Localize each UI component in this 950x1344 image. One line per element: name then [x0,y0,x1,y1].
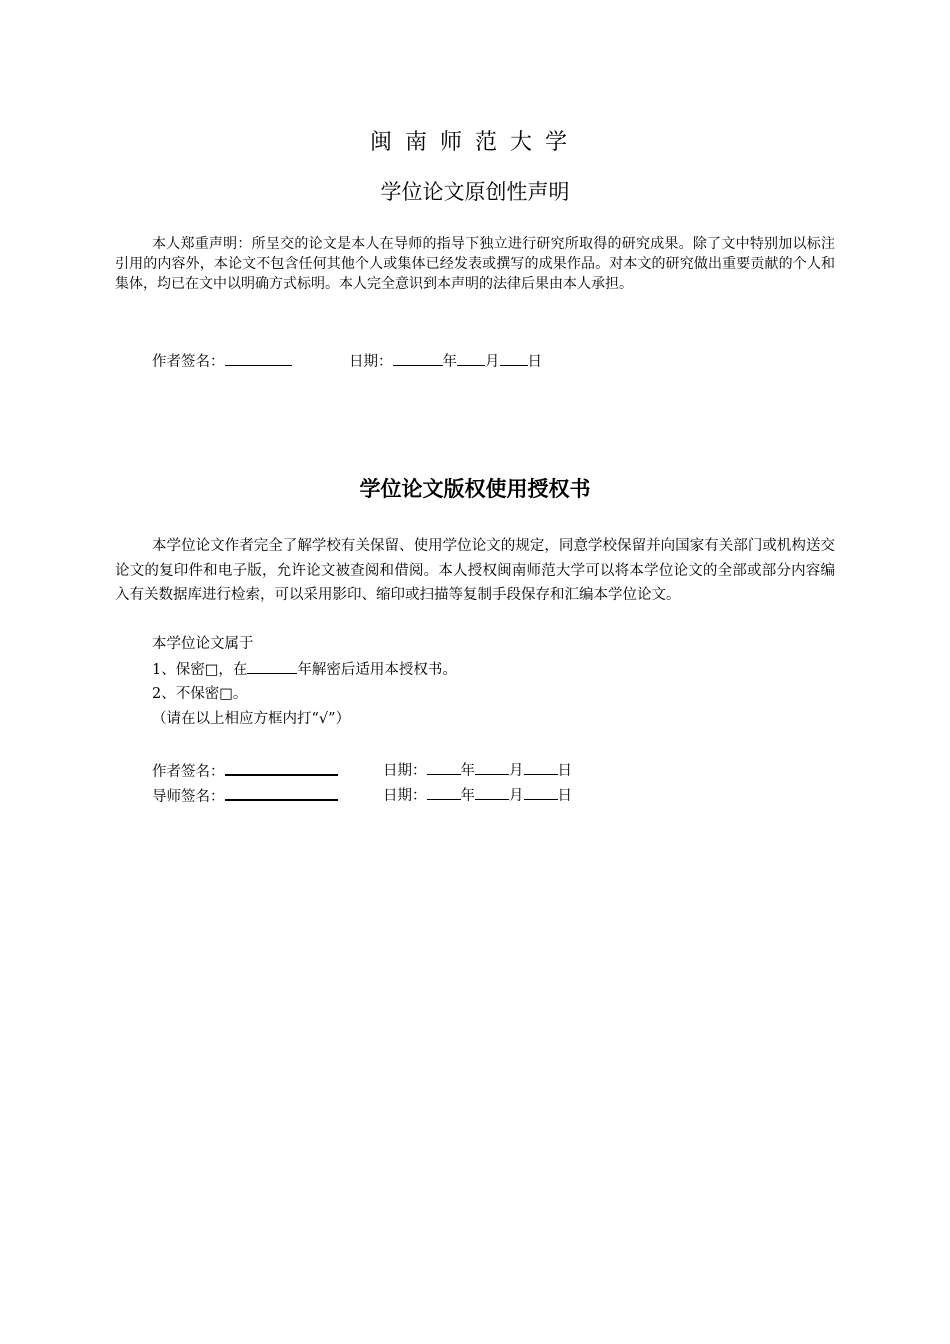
option-confidential-suffix: 年解密后适用本授权书。 [297,662,457,678]
supervisor-signature-blank[interactable] [225,784,338,801]
author-signature-label: 作者签名： [152,764,225,780]
date-label: 日期： [383,763,427,779]
copyright-paragraph: 本学位论文作者完全了解学校有关保留、使用学位论文的规定，同意学校保留并向国家有关部门或机构送交论文的复印件和电子版，允许论文被查阅和借阅。本人授权闽南师范大学可以将本学位论文的全部或部分内容编入有关数据库进行检索，可以采用影印、缩印或扫描等复制手段保存和汇编本学位论文。 [115,538,835,603]
supervisor-date-line [383,784,572,807]
copyright-author-date-line [383,759,572,782]
option-confidential [152,658,457,681]
year-label: 年 [460,788,475,804]
day-blank[interactable] [500,350,528,366]
month-label: 月 [485,354,500,370]
author-signature-label: 作者签名： [152,354,225,370]
day-blank[interactable] [524,784,558,800]
author-signature-blank[interactable] [225,350,292,366]
year-label: 年 [442,354,457,370]
date-label: 日期： [383,788,427,804]
originality-paragraph: 本人郑重声明：所呈交的论文是本人在导师的指导下独立进行研究所取得的研究成果。除了文中特别加以标注引用的内容外，本论文不包含任何其他个人或集体已经发表或撰写的成果作品。对本文的研究做出重要贡献的个人和集体，均已在文中以明确方式标明。本人完全意识到本声明的法律后果由本人承担。 [115,236,835,292]
month-label: 月 [509,763,524,779]
supervisor-signature-label: 导师签名： [152,789,225,805]
day-label: 日 [557,763,572,779]
day-label: 日 [557,788,572,804]
originality-date-line [349,350,542,373]
declassify-year-blank[interactable] [247,658,297,674]
year-blank[interactable] [427,784,461,800]
year-blank[interactable] [393,350,443,366]
date-label: 日期： [349,354,393,370]
month-label: 月 [509,788,524,804]
option-confidential-prefix: 1、保密□，在 [152,662,248,678]
day-blank[interactable] [524,759,558,775]
year-label: 年 [460,763,475,779]
university-name: 闽南师范大学 [369,130,580,155]
checkbox-instruction: （请在以上相应方框内打“√”） [152,711,351,727]
originality-signature-line [152,350,292,373]
author-signature-blank[interactable] [225,759,338,776]
day-label: 日 [527,354,542,370]
month-blank[interactable] [475,759,509,775]
month-blank[interactable] [475,784,509,800]
supervisor-signature-line [152,784,338,808]
belongs-label: 本学位论文属于 [152,636,254,652]
copyright-title: 学位论文版权使用授权书 [359,477,591,501]
option-not-confidential: 2、不保密□。 [152,686,248,702]
month-blank[interactable] [457,350,485,366]
year-blank[interactable] [427,759,461,775]
copyright-author-signature-line [152,759,338,783]
originality-title: 学位论文原创性声明 [380,180,570,204]
